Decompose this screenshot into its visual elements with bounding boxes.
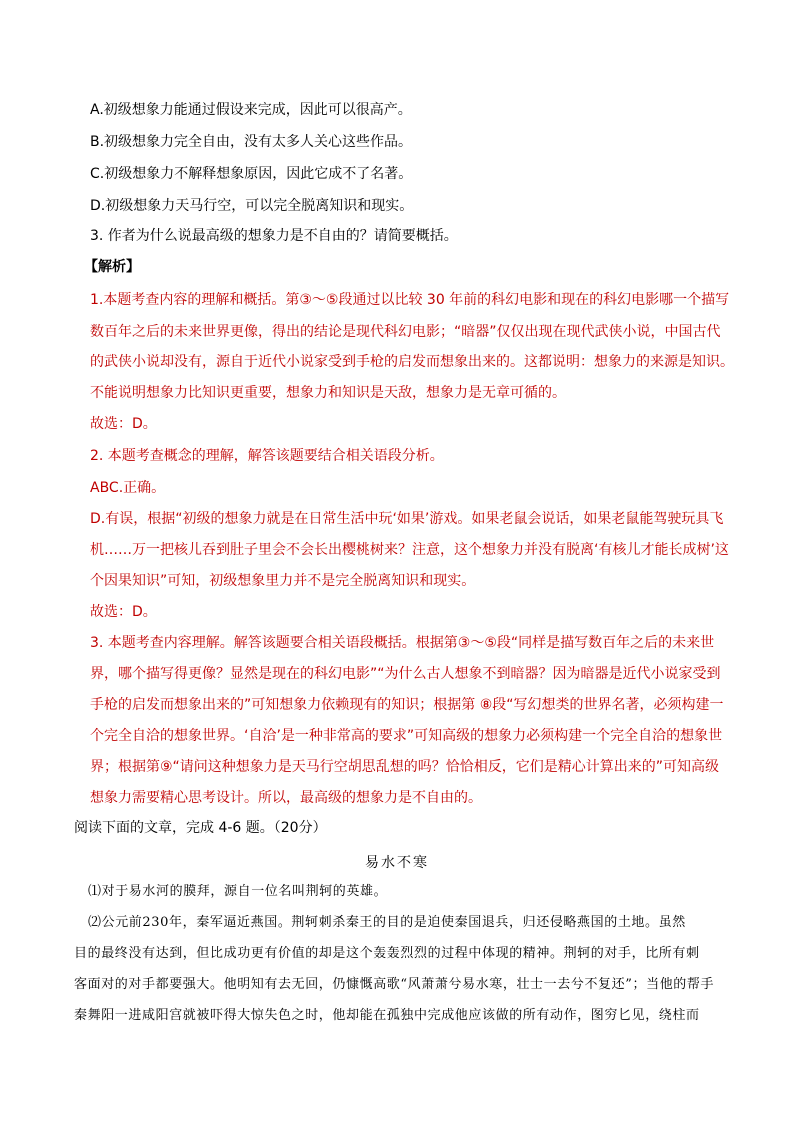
answer-3-line: 界，哪个描写得更像？显然是现在的科幻电影”“为什么古人想象不到暗器？因为暗器是近代小说家受到 [90,666,721,682]
answer-2-abc: ABC.正确。 [90,480,166,496]
answer-3-line: 界；根据第⑨“请问这种想象力是天马行空胡思乱想的吗？恰恰相反，它们是精心计算出来的”可知高级 [90,759,720,775]
question-3: 3. 作者为什么说最高级的想象力是不自由的？请简要概括。 [90,228,458,244]
answer-2-d-line: 机……万一把核儿吞到肚子里会不会长出樱桃树来？注意，这个想象力并没有脱离‘有核儿才能长成树’这 [90,542,729,558]
analysis-header: 【解析】 [84,259,140,275]
answer-2-choice: 故选：D。 [90,604,157,620]
passage-paragraph: ⑴对于易水河的膜拜，源自一位名叫荆轲的英雄。 [88,884,388,899]
answer-3-line: 想象力需要精心思考设计。所以，最高级的想象力是不自由的。 [90,790,482,806]
answer-1-line: 数百年之后的未来世界更像，得出的结论是现代科幻电影；“暗器”仅仅出现在现代武侠小说，中国古代 [90,324,721,340]
reading-instruction: 阅读下面的文章，完成 4-6 题。（20分） [74,820,327,836]
option-a: A.初级想象力能通过假设来完成，因此可以很高产。 [90,102,412,118]
passage-paragraph: ⑵公元前230年，秦军逼近燕国。荆轲刺杀秦王的目的是迫使秦国退兵，归还侵略燕国的土地。虽然 [88,915,686,930]
passage-paragraph: 客面对的对手都要强大。他明知有去无回，仍慷慨高歌“风萧萧兮易水寒，壮士一去兮不复还”；当他的帮手 [74,977,715,992]
answer-2-d-line: 个因果知识”可知，初级想象里力并不是完全脱离知识和现实。 [90,573,476,589]
option-c: C.初级想象力不解释想象原因，因此它成不了名著。 [90,166,413,182]
answer-2-d-line: D.有误，根据“初级的想象力就是在日常生活中玩‘如果’游戏。如果老鼠会说话，如果老鼠能驾驶玩具飞 [90,511,724,527]
answer-3-line: 手枪的启发而想象出来的”可知想象力依赖现有的知识；根据第 ⑧段“写幻想类的世界名著，必须构建一 [90,697,724,713]
answer-3-line: 3. 本题考查内容理解。解答该题要合相关语段概括。根据第③～⑤段“同样是描写数百年之后的未来世 [90,635,715,651]
answer-3-line: 个完全自洽的想象世界。‘自洽’是一种非常高的要求”可知高级的想象力必须构建一个完全自洽的想象世 [90,728,723,744]
passage-paragraph: 秦舞阳一进咸阳宫就被吓得大惊失色之时，他却能在孤独中完成他应该做的所有动作，图穷匕见，绕柱而 [74,1008,700,1023]
option-d: D.初级想象力天马行空，可以完全脱离知识和现实。 [90,198,414,214]
answer-1-line: 的武侠小说却没有，源自于近代小说家受到手枪的启发而想象出来的。这都说明：想象力的来源是知识。 [90,354,734,370]
answer-1-line: 1.本题考查内容的理解和概括。第③～⑤段通过以比较 30 年前的科幻电影和现在的科幻电影哪一个描写 [90,292,730,308]
answer-1-line: 不能说明想象力比知识更重要，想象力和知识是天敌，想象力是无章可循的。 [90,385,566,401]
passage-paragraph: 目的最终没有达到，但比成功更有价值的却是这个轰轰烈烈的过程中体现的精神。荆轲的对手，比所有刺 [74,946,700,961]
passage-title: 易水不寒 [365,855,429,871]
answer-2-intro: 2. 本题考查概念的理解，解答该题要结合相关语段分析。 [90,448,444,464]
option-b: B.初级想象力完全自由，没有太多人关心这些作品。 [90,134,413,150]
answer-1-choice: 故选：D。 [90,416,157,432]
